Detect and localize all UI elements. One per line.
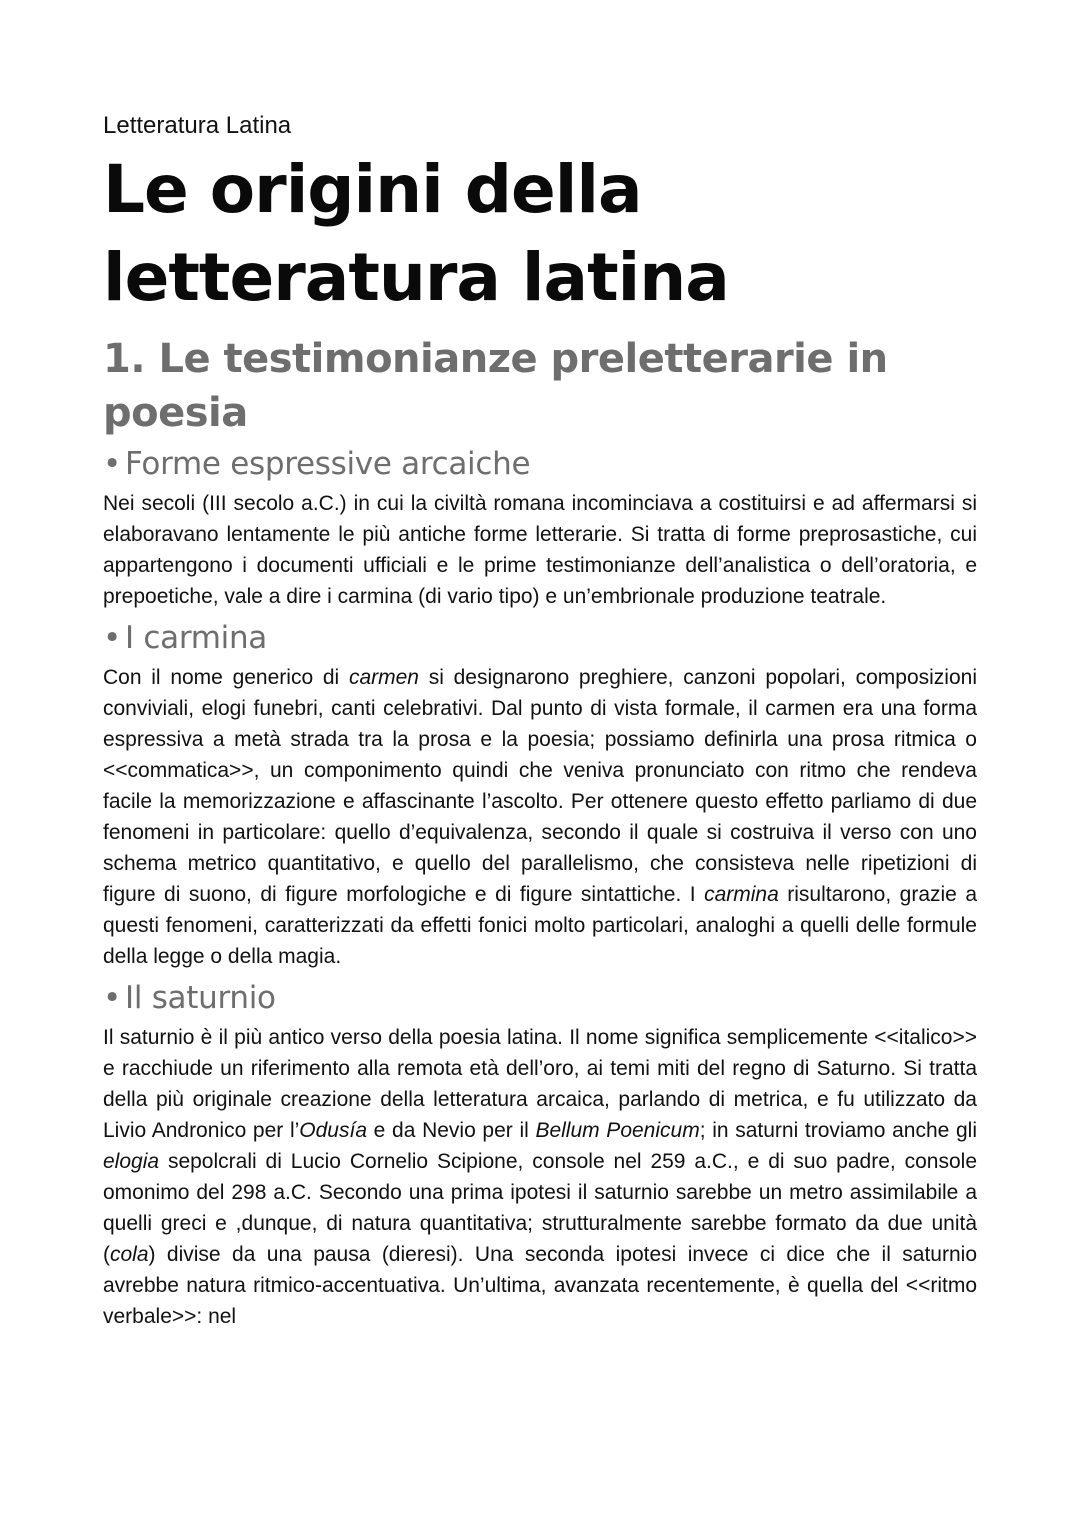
section-title: 1. Le testimonianze preletterarie in poesia	[103, 336, 888, 436]
page-title-line-2: letteratura latina	[103, 239, 729, 316]
paragraph-carmina: Con il nome generico di carmen si designarono preghiere, canzoni popolari, composizioni conviviali, elogi funebri, canti celebrativi. Dal punto di vista formale, il carmen era una forma espressiva a metà strada tra la prosa e la poesia; possiamo definirla una prosa ritmica o <<commatica>>, un componimento quindi che veniva pronunciato con ritmo che rendeva facile la memorizzazione e affascinante l’ascolto. Per ottenere questo effetto parliamo di due fenomeni in particolare: quello d’equivalenza, secondo il quale si costruiva il verso con uno schema metrico quantitativo, e quello del parallelismo, che consisteva nelle ripetizioni di figure di suono, di figure morfologiche e di figure sintattiche. I carmina risultarono, grazie a questi fenomeni, caratterizzati da effetti fonici molto particolari, analoghi a quelli delle formule della legge o della magia.	[103, 666, 977, 968]
paragraph-saturnio: Il saturnio è il più antico verso della poesia latina. Il nome significa semplicemente <<italico>> e racchiude un riferimento alla remota età dell’oro, ai temi miti del regno di Saturno. Si tratta della più originale creazione della letteratura arcaica, parlando di metrica, e fu utilizzato da Livio Andronico per l’Odusía e da Nevio per il Bellum Poenicum; in saturni troviamo anche gli elogia sepolcrali di Lucio Cornelio Scipione, console nel 259 a.C., e di suo padre, console omonimo del 298 a.C. Secondo una prima ipotesi il saturnio sarebbe un metro assimilabile a quelli greci e ,dunque, di natura quantitativa; strutturalmente sarebbe formato da due unità (cola) divise da una pausa (dieresi). Una seconda ipotesi invece ci dice che il saturnio avrebbe natura ritmico-accentuativa. Un’ultima, avanzata recentemente, è quella del <<ritmo verbale>>: nel	[103, 1026, 978, 1328]
subheading-forme-espressive	[103, 444, 977, 484]
italic-term: carmina	[704, 883, 779, 906]
subheading-carmina	[103, 618, 977, 658]
paragraph-forme-espressive: Nei secoli (III secolo a.C.) in cui la civiltà romana incominciava a costituirsi e ad affermarsi si elaboravano lentamente le più antiche forme letterarie. Si tratta di forme preprosastiche, cui appartengono i documenti ufficiali e le prime testimonianze dell’analistica o dell’oratoria, e prepoetiche, vale a dire i carmina (di vario tipo) e un’embrionale produzione teatrale.	[103, 492, 977, 608]
page-title-line-1: Le origini della	[103, 151, 642, 228]
italic-term: elogia	[103, 1150, 160, 1173]
bullet-icon: •	[103, 446, 121, 482]
subject-label: Letteratura Latina	[103, 112, 292, 139]
italic-term: Odusía	[299, 1119, 368, 1142]
subheading-text: Il saturnio	[125, 980, 276, 1016]
bullet-icon: •	[103, 620, 121, 656]
document-page	[103, 108, 977, 1338]
italic-term: Bellum Poenicum	[535, 1119, 700, 1142]
page-title	[103, 146, 977, 322]
subheading-text: Forme espressive arcaiche	[125, 446, 531, 482]
italic-term: cola	[110, 1243, 149, 1266]
bullet-icon: •	[103, 980, 121, 1016]
subheading-saturnio	[103, 978, 977, 1018]
subheading-text: I carmina	[125, 620, 267, 656]
italic-term: carmen	[348, 666, 419, 689]
